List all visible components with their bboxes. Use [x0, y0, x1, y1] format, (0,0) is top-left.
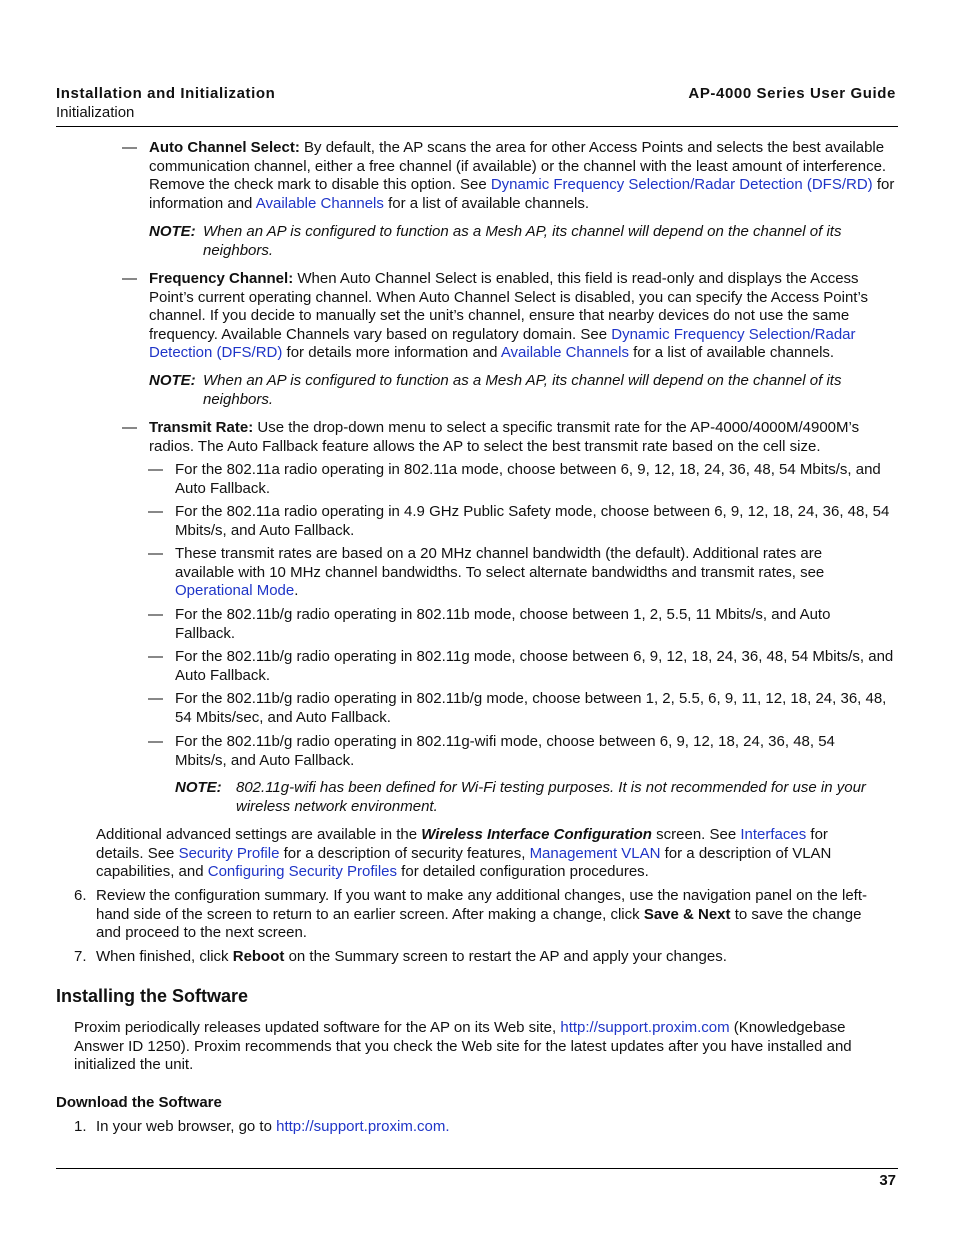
section-heading-installing: Installing the Software — [56, 986, 249, 1006]
sub-bullet-dash: — — [148, 690, 163, 707]
sub-bullet-dash: — — [148, 648, 163, 665]
wireless-interface-config-term: Wireless Interface Configuration — [421, 826, 652, 843]
page-number: 37 — [879, 1172, 896, 1189]
save-next-term: Save & Next — [643, 905, 731, 923]
step-number: 7. — [74, 948, 87, 965]
sub-bullet-dash: — — [148, 733, 163, 750]
configuring-security-profiles-link[interactable]: Configuring Security Profiles — [207, 863, 398, 881]
list-item: For the 802.11b/g radio operating in 802.11g mode, choose between 6, 9, 12, 18, 24, 36, 48, 54 Mbits/s, and Auto Fallback. — [175, 648, 894, 684]
sub-bullet-dash: — — [148, 545, 163, 562]
download-step-1: In your web browser, go to http://support.proxim.com. — [96, 1118, 450, 1135]
auto-channel-label: Auto Channel Select: — [149, 139, 300, 156]
header-rule — [56, 126, 898, 127]
header-section: Installation and Initialization — [56, 85, 276, 102]
note-text: When an AP is configured to function as a Mesh AP, its channel will depend on the channel of its neighbors. — [203, 372, 842, 408]
list-item: For the 802.11b/g radio operating in 802.11b/g mode, choose between 1, 2, 5.5, 6, 9, 11, 12, 18, 24, 36, 48, 54 Mbits/sec, and Auto Fallback. — [175, 690, 887, 726]
step-7-text: When finished, click Reboot on the Summary screen to restart the AP and apply your changes. — [96, 948, 727, 965]
note-text: When an AP is configured to function as a Mesh AP, its channel will depend on the channel of its neighbors. — [203, 223, 842, 259]
bullet-dash: — — [122, 139, 137, 156]
auto-channel-paragraph: Auto Channel Select: By default, the AP scans the area for other Access Points and selects the best available communication channel, either a free channel (if available) or the channel with the least amount of interference. Remove the check mark to disable this option. See Dynamic Frequency Selection/Radar Detection (DFS/RD) for information and Available Channels for a list of available channels. — [149, 139, 895, 212]
installing-paragraph: Proxim periodically releases updated software for the AP on its Web site, http://support.proxim.com (Knowledgebase Answer ID 1250). Proxim recommends that you check the Web site for the latest updates after you have installed and initialized the unit. — [74, 1019, 852, 1074]
sub-bullet-dash: — — [148, 606, 163, 623]
header-guide-title: AP-4000 Series User Guide — [688, 85, 896, 102]
note-label: NOTE: — [149, 223, 196, 240]
available-channels-link[interactable]: Available Channels — [500, 344, 629, 362]
step-number: 1. — [74, 1118, 87, 1135]
dfs-rd-link[interactable]: Dynamic Frequency Selection/Radar Detection (DFS/RD) — [490, 176, 873, 194]
sub-bullet-dash: — — [148, 461, 163, 478]
step-number: 6. — [74, 887, 87, 904]
list-item: These transmit rates are based on a 20 MHz channel bandwidth (the default). Additional rates are available with 10 MHz channel bandwidths. To select alternate bandwidths and transmit rates, see Operational Mode. — [175, 545, 825, 600]
proxim-support-link[interactable]: http://support.proxim.com. — [276, 1118, 450, 1135]
interfaces-link[interactable]: Interfaces — [740, 826, 807, 843]
transmit-rate-paragraph: Transmit Rate: Use the drop-down menu to select a specific transmit rate for the AP-4000/4000M/4900M’s radios. The Auto Fallback feature allows the AP to select the best transmit rate based on the cell size. — [149, 419, 860, 455]
step-6-text: Review the configuration summary. If you want to make any additional changes, use the navigation panel on the left-hand side of the screen to return to an earlier screen. After making a change, click Save & Next to save the change and proceed to the next screen. — [96, 887, 868, 942]
sub-bullet-dash: — — [148, 503, 163, 520]
additional-settings-paragraph: Additional advanced settings are available in the Wireless Interface Configuration screen. See Interfaces for details. See Security Profile for a description of security features, Management VLAN for a description of VLAN capabilities, and Configuring Security Profiles for detailed configuration procedures. — [96, 826, 832, 881]
list-item: For the 802.11a radio operating in 802.11a mode, choose between 6, 9, 12, 18, 24, 36, 48, 54 Mbits/s, and Auto Fallback. — [175, 461, 881, 497]
note-label: NOTE: — [175, 779, 222, 796]
header-subsection: Initialization — [56, 103, 135, 121]
list-item: For the 802.11b/g radio operating in 802.11b mode, choose between 1, 2, 5.5, 11 Mbits/s, and Auto Fallback. — [175, 606, 831, 642]
frequency-channel-paragraph: Frequency Channel: When Auto Channel Select is enabled, this field is read-only and displays the Access Point’s current operating channel. When Auto Channel Select is disabled, you can specify the Access Point’s channel. If you decide to manually set the unit’s channel, ensure that nearby devices do not use the same frequency. Available Channels vary based on regulatory domain. See Dynamic Frequency Selection/Radar Detection (DFS/RD) for details more information and Available Channels for a list of available channels. — [149, 270, 869, 362]
list-item: For the 802.11a radio operating in 4.9 GHz Public Safety mode, choose between 6, 9, 12, 18, 24, 36, 48, 54 Mbits/s, and Auto Fallback. — [175, 503, 890, 539]
bullet-dash: — — [122, 270, 137, 287]
available-channels-link[interactable]: Available Channels — [255, 194, 384, 212]
note-label: NOTE: — [149, 372, 196, 389]
reboot-term: Reboot — [232, 948, 285, 965]
security-profile-link[interactable]: Security Profile — [178, 844, 280, 862]
footer-rule — [56, 1168, 898, 1169]
frequency-channel-label: Frequency Channel: — [149, 270, 294, 287]
operational-mode-link[interactable]: Operational Mode — [175, 582, 295, 600]
subsection-heading-download: Download the Software — [56, 1094, 222, 1111]
list-item: For the 802.11b/g radio operating in 802.11g-wifi mode, choose between 6, 9, 12, 18, 24, 36, 48, 54 Mbits/s, and Auto Fallback. — [175, 733, 835, 769]
dfs-rd-link[interactable]: Dynamic Frequency Selection/Radar Detection (DFS/RD) — [149, 325, 856, 362]
bullet-dash: — — [122, 419, 137, 436]
note-text: 802.11g-wifi has been defined for Wi-Fi testing purposes. It is not recommended for use in your wireless network environment. — [236, 779, 866, 815]
transmit-rate-label: Transmit Rate: — [149, 419, 254, 436]
management-vlan-link[interactable]: Management VLAN — [529, 844, 661, 862]
proxim-support-link[interactable]: http://support.proxim.com — [560, 1019, 730, 1036]
running-header-left — [56, 85, 275, 122]
